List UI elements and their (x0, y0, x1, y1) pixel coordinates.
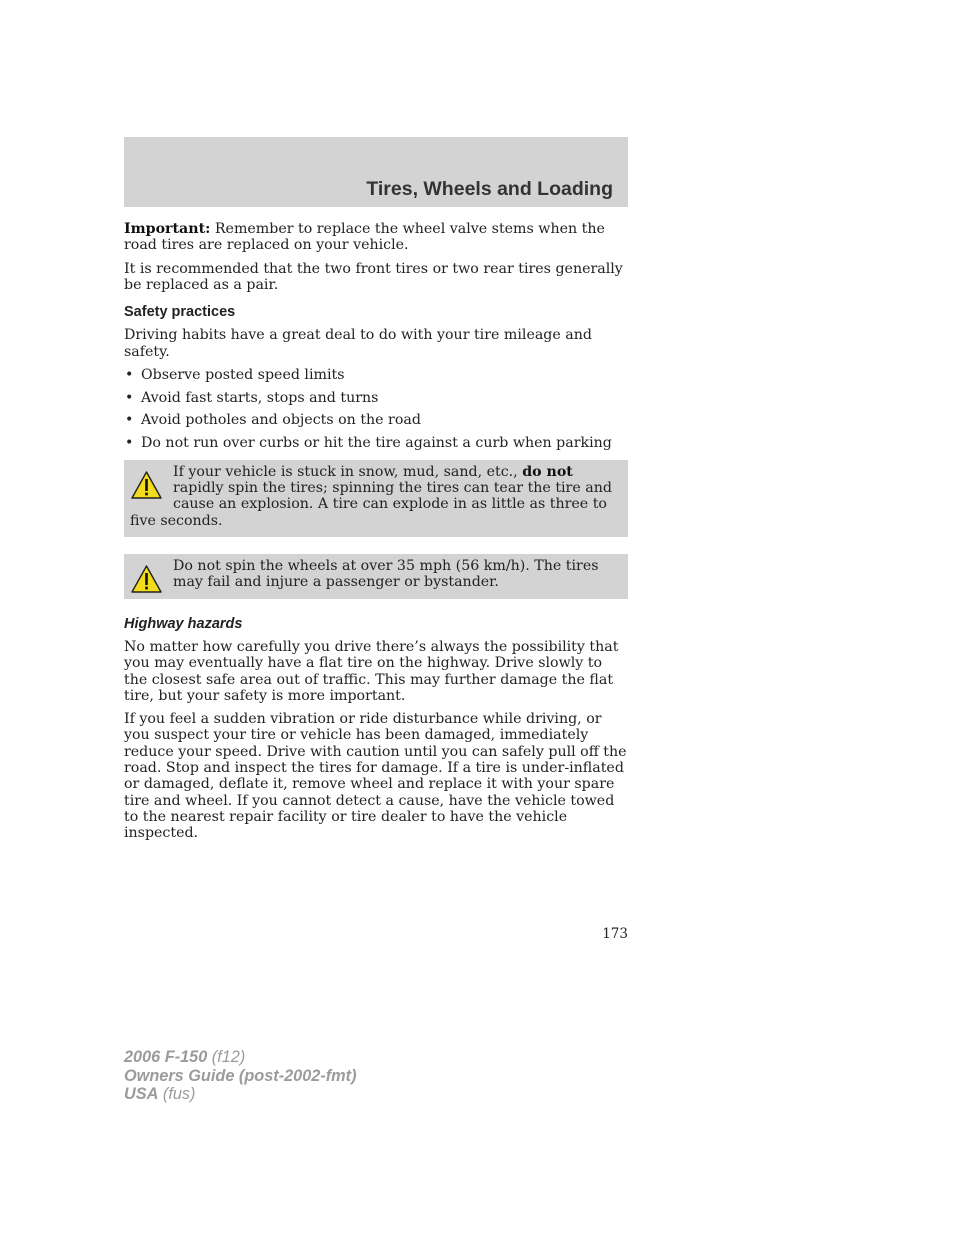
list-item-text: Observe posted speed limits (141, 367, 345, 384)
highway-paragraph-1: No matter how carefully you drive there’s always the possibility that you may eventually have a flat tire on the highway. Drive slowly to the closest safe area out of traffic. This may further damage the flat tire, but your safety is more important. (124, 638, 619, 704)
warning-triangle-icon (130, 564, 163, 594)
page-number: 173 (602, 926, 628, 942)
footer-model-code: (f12) (207, 1048, 246, 1066)
footer-line-1 (124, 1048, 357, 1067)
section-header-band (124, 137, 628, 207)
list-item-text: Do not run over curbs or hit the tire against a curb when parking (141, 434, 612, 451)
section-title: Tires, Wheels and Loading (366, 178, 613, 200)
warning-text (130, 464, 618, 529)
footer-market: USA (124, 1085, 159, 1103)
list-item (124, 412, 628, 428)
highway-heading: Highway hazards (124, 615, 243, 632)
footer-line-2 (124, 1067, 357, 1086)
document-footer (124, 1048, 357, 1104)
important-text: Remember to replace the wheel valve stems when the road tires are replaced on your vehicle. (124, 221, 605, 254)
warning-text: Do not spin the wheels at over 35 mph (56 km/h). The tires may fail and injure a passenger or bystander. (173, 558, 599, 591)
bullet-icon: • (125, 367, 134, 384)
warning-text-part: If your vehicle is stuck in snow, mud, sand, etc., (173, 463, 523, 480)
safety-lead: Driving habits have a great deal to do with your tire mileage and safety. (124, 327, 592, 360)
bullet-icon: • (125, 412, 134, 429)
warning-emphasis: do not (522, 463, 573, 480)
footer-model: 2006 F-150 (124, 1048, 208, 1066)
bullet-icon: • (125, 389, 134, 406)
warning-triangle-icon (130, 470, 163, 500)
important-label: Important: (124, 221, 211, 237)
page-content (124, 221, 628, 848)
safety-heading: Safety practices (124, 304, 236, 321)
list-item (124, 435, 628, 451)
list-item (124, 390, 628, 406)
footer-guide: Owners Guide (post-2002-fmt) (124, 1066, 357, 1085)
warning-box-spin (124, 460, 628, 537)
important-paragraph (124, 221, 628, 254)
footer-market-code: (fus) (158, 1085, 196, 1103)
footer-line-3 (124, 1085, 357, 1104)
warning-text-part: rapidly spin the tires; spinning the tires can tear the tire and cause an explosion. A tire can explode in as little as three to five seconds. (130, 480, 612, 529)
list-item (124, 367, 628, 383)
warning-box-speed (124, 554, 628, 599)
bullet-icon: • (125, 434, 134, 451)
safety-list (124, 367, 628, 451)
list-item-text: Avoid potholes and objects on the road (141, 412, 421, 429)
highway-paragraph-2: If you feel a sudden vibration or ride disturbance while driving, or you suspect your tire or vehicle has been damaged, immediately reduce your speed. Drive with caution until you can safely pull off the road. Stop and inspect the tires for damage. If a tire is under-inflated or damaged, deflate it, remove wheel and replace it with your spare tire and wheel. If you cannot detect a cause, have the vehicle towed to the nearest repair facility or tire dealer to have the vehicle inspected. (124, 711, 627, 842)
pair-paragraph: It is recommended that the two front tires or two rear tires generally be replaced as a pair. (124, 260, 623, 293)
list-item-text: Avoid fast starts, stops and turns (141, 389, 379, 406)
